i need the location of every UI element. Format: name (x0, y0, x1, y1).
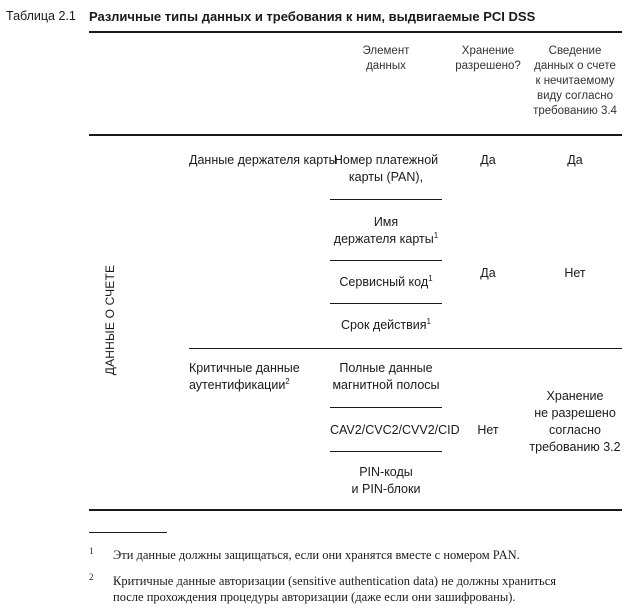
cell-pan-storage: Да (480, 153, 496, 167)
cell-service-code: Сервисный код$^1$ (339, 273, 433, 289)
footnote-2-text: Критичные данные авторизации (sensitive authentication data) не должны храниться после прохождения процедуры авторизации (даже если они зашифрованы). (113, 574, 556, 604)
cell-cav: CAV2/CVC2/CVV2/CID (330, 423, 460, 437)
bottom-rule (89, 509, 622, 511)
group-label-account-data: ДАННЫЕ О СЧЕТЕ (103, 264, 117, 376)
footnote-1-number: 1 (89, 546, 94, 556)
cell-sensitive-unreadable: Хранение не разрешено согласно требованию 3.2 (529, 389, 621, 454)
footnote-2-number: 2 (89, 572, 94, 582)
cell-pin: PIN-коды и PIN-блоки (351, 465, 421, 496)
section-divider (189, 348, 622, 349)
row-divider (330, 260, 442, 261)
cell-expiry: Срок действия$^1$ (341, 316, 431, 332)
cell-cardholder-name: Имя держателя карты$^1$ (333, 215, 439, 246)
footnote-ref-1: 1 (428, 273, 433, 283)
footnote-separator (89, 532, 167, 533)
section-cardholder-label: Данные держателя карты (189, 153, 338, 167)
top-rule (89, 31, 622, 33)
table-caption-title: Различные типы данных и требования к ним, выдвигаемые PCI DSS (89, 9, 536, 24)
header-storage-allowed: Хранение разрешено? (455, 45, 521, 72)
row-divider (330, 303, 442, 304)
section-sensitive-label: Критичные данные аутентификации$^2$ (189, 361, 300, 392)
header-element: Элемент данных (362, 45, 410, 72)
footnote-ref-1: 1 (433, 230, 439, 240)
row-divider (330, 199, 442, 200)
cell-other-storage: Да (480, 266, 496, 280)
cell-pan-unreadable: Да (567, 153, 583, 167)
row-divider (330, 407, 442, 408)
cell-magnetic-track: Полные данные магнитной полосы (332, 361, 440, 392)
table-caption-label: Таблица 2.1 (6, 9, 76, 23)
row-divider (330, 451, 442, 452)
header-rule (89, 134, 622, 136)
footnote-ref-1: 1 (426, 316, 431, 326)
cell-other-unreadable: Нет (564, 266, 586, 280)
footnote-1-text: Эти данные должны защищаться, если они хранятся вместе с номером PAN. (113, 548, 520, 562)
footnote-ref-2: 2 (285, 376, 290, 386)
header-unreadable: Сведение данных о счете к нечитаемому виду согласно требованию 3.4 (533, 45, 617, 117)
cell-pan: Номер платежной карты (PAN), (333, 153, 439, 184)
cell-sensitive-storage: Нет (477, 423, 499, 437)
